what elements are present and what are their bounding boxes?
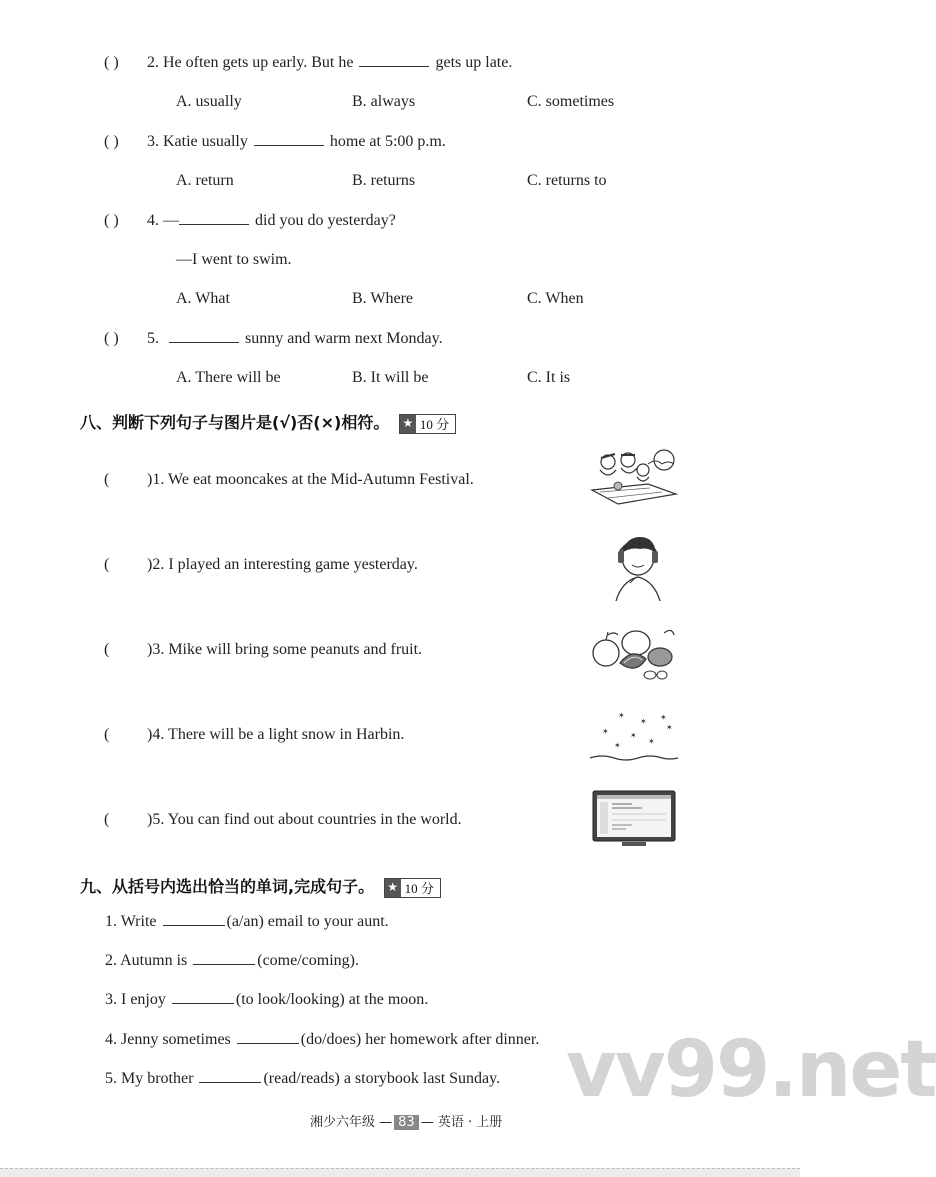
family-picnic-moon-image bbox=[588, 446, 680, 508]
answer-paren[interactable]: ( bbox=[104, 641, 110, 658]
svg-text:✶: ✶ bbox=[640, 717, 647, 726]
question-text-before: Katie usually bbox=[163, 133, 248, 150]
option-c: C. It is bbox=[527, 369, 571, 386]
fill-item-3: 3. I enjoy (to look/looking) at the moon. bbox=[105, 991, 429, 1008]
svg-text:✶: ✶ bbox=[602, 727, 609, 736]
question-text-before: He often gets up early. But he bbox=[163, 54, 354, 71]
answer-paren[interactable]: ( ) bbox=[104, 330, 119, 347]
section-9-heading bbox=[80, 874, 441, 898]
answer-blank[interactable] bbox=[172, 991, 234, 1004]
option-a: A. usually bbox=[176, 93, 242, 110]
judge-item-3: )3. Mike will bring some peanuts and fruit. bbox=[147, 641, 423, 658]
option-b: B. always bbox=[352, 93, 416, 110]
question-number: 2. bbox=[147, 54, 159, 71]
page-number: 83 bbox=[394, 1115, 419, 1130]
section-title: 九、从括号内选出恰当的单词,完成句子。 bbox=[80, 877, 375, 896]
question-text-after: gets up late. bbox=[435, 54, 513, 71]
star-icon: ★ bbox=[400, 415, 416, 433]
option-c: C. sometimes bbox=[527, 93, 615, 110]
answer-paren[interactable]: ( bbox=[104, 726, 110, 743]
svg-text:✶: ✶ bbox=[660, 713, 667, 722]
svg-text:✶: ✶ bbox=[648, 737, 655, 746]
svg-text:✶: ✶ bbox=[630, 731, 637, 740]
section-8-heading bbox=[80, 410, 456, 434]
light-snow-image bbox=[588, 708, 680, 764]
judge-item-5: )5. You can find out about countries in the world. bbox=[147, 811, 462, 828]
fill-item-2: 2. Autumn is (come/coming). bbox=[105, 952, 359, 969]
question-4 bbox=[147, 212, 396, 230]
page-edge bbox=[0, 1168, 800, 1177]
answer-blank[interactable] bbox=[199, 1070, 261, 1083]
judge-item-2: )2. I played an interesting game yesterday. bbox=[147, 556, 418, 573]
question-3 bbox=[147, 133, 446, 151]
answer-paren[interactable]: ( bbox=[104, 811, 110, 828]
judge-item-4: )4. There will be a light snow in Harbin. bbox=[147, 726, 405, 743]
answer-blank[interactable] bbox=[237, 1031, 299, 1044]
answer-blank[interactable] bbox=[254, 133, 324, 146]
question-text-after: home at 5:00 p.m. bbox=[329, 133, 446, 150]
option-a: A. There will be bbox=[176, 369, 281, 386]
fruit-and-nuts-image bbox=[590, 623, 676, 683]
svg-text:✶: ✶ bbox=[614, 741, 621, 750]
page-footer bbox=[310, 1111, 502, 1130]
fill-item-5: 5. My brother (read/reads) a storybook last Sunday. bbox=[105, 1070, 501, 1087]
footer-right: — 英语 · 上册 bbox=[420, 1115, 503, 1130]
answer-paren[interactable]: ( ) bbox=[104, 54, 119, 71]
option-b: B. Where bbox=[352, 290, 414, 307]
score-badge: ★ 10 分 bbox=[399, 414, 456, 434]
section-title: 八、判断下列句子与图片是(√)否(×)相符。 bbox=[80, 413, 390, 432]
option-a: A. What bbox=[176, 290, 230, 307]
question-number: 5. bbox=[147, 330, 159, 347]
answer-blank[interactable] bbox=[169, 330, 239, 343]
option-c: C. returns to bbox=[527, 172, 607, 189]
question-text-before: — bbox=[163, 212, 179, 229]
answer-paren[interactable]: ( ) bbox=[104, 133, 119, 150]
option-c: C. When bbox=[527, 290, 584, 307]
judge-item-1: )1. We eat mooncakes at the Mid-Autumn Festival. bbox=[147, 471, 474, 488]
question-text-after: sunny and warm next Monday. bbox=[245, 330, 443, 347]
star-icon: ★ bbox=[385, 879, 401, 897]
question-number: 4. bbox=[147, 212, 159, 229]
question-2 bbox=[147, 54, 512, 72]
fill-item-4: 4. Jenny sometimes (do/does) her homework after dinner. bbox=[105, 1031, 540, 1048]
question-text-after: did you do yesterday? bbox=[255, 212, 396, 229]
answer-blank[interactable] bbox=[179, 212, 249, 225]
score-badge: ★ 10 分 bbox=[384, 878, 441, 898]
question-5 bbox=[147, 330, 443, 348]
option-b: B. It will be bbox=[352, 369, 429, 386]
computer-monitor-image bbox=[592, 790, 676, 848]
answer-paren[interactable]: ( ) bbox=[104, 212, 119, 229]
footer-left: 湘少六年级 — bbox=[310, 1115, 393, 1130]
answer-blank[interactable] bbox=[359, 54, 429, 67]
answer-paren[interactable]: ( bbox=[104, 471, 110, 488]
dialogue-reply: —I went to swim. bbox=[176, 251, 292, 268]
fill-item-1: 1. Write (a/an) email to your aunt. bbox=[105, 913, 389, 930]
question-number: 3. bbox=[147, 133, 159, 150]
svg-text:✶: ✶ bbox=[666, 723, 673, 732]
svg-text:✶: ✶ bbox=[618, 711, 625, 720]
watermark: vv99.net bbox=[566, 1025, 936, 1115]
answer-blank[interactable] bbox=[193, 952, 255, 965]
boy-with-headphones-image bbox=[612, 535, 666, 603]
answer-paren[interactable]: ( bbox=[104, 556, 110, 573]
option-b: B. returns bbox=[352, 172, 416, 189]
option-a: A. return bbox=[176, 172, 234, 189]
answer-blank[interactable] bbox=[163, 913, 225, 926]
